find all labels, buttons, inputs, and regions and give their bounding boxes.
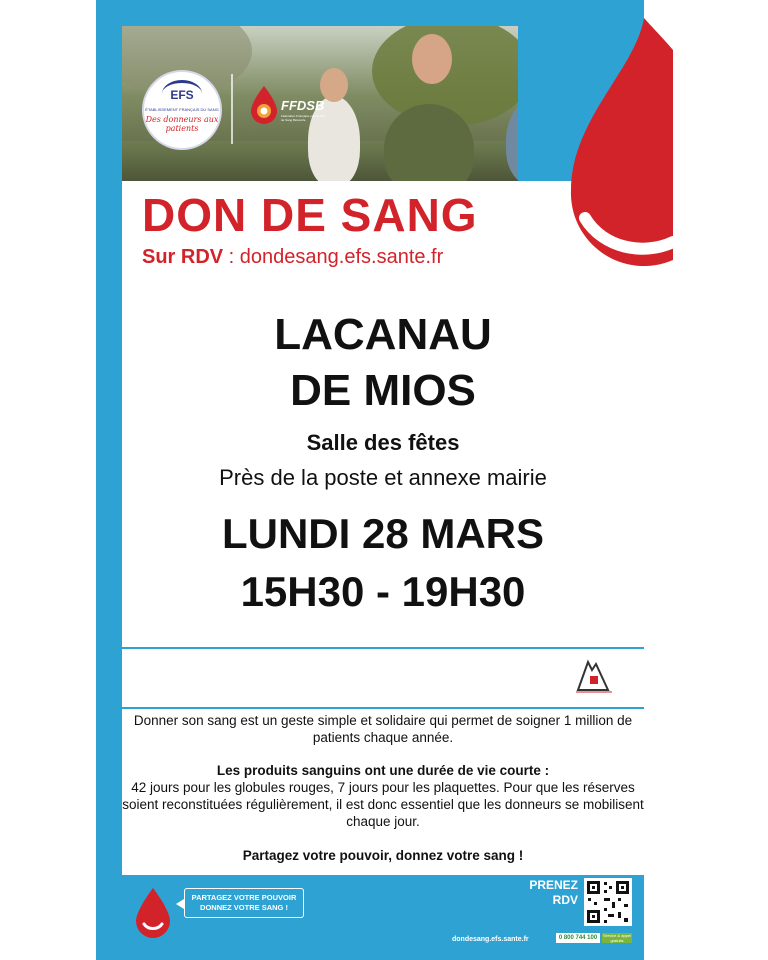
event-place-line1: LACANAU <box>274 310 492 359</box>
event-address: Près de la poste et annexe mairie <box>219 465 547 490</box>
prenez-line-1: PRENEZ <box>529 878 578 892</box>
event-venue: Salle des fêtes <box>306 430 460 455</box>
prenez-line-2: RDV <box>552 893 578 907</box>
efs-logo-subtitle: ÉTABLISSEMENT FRANÇAIS DU SANG <box>145 107 219 112</box>
event-place-line2: DE MIOS <box>290 366 476 415</box>
info-paragraph-2 <box>122 762 644 830</box>
logo-divider <box>231 74 233 144</box>
bubble-line-2: DONNEZ VOTRE SANG ! <box>200 903 288 912</box>
speech-bubble <box>184 888 304 918</box>
speech-bubble-tail <box>176 899 184 909</box>
info-slogan: Partagez votre pouvoir, donnez votre sang ! <box>242 848 524 863</box>
footer-drop-icon <box>134 888 172 938</box>
partner-association-logo <box>574 656 614 696</box>
event-date: LUNDI 28 MARS <box>221 510 545 557</box>
info-paragraph-1: Donner son sang est un geste simple et solidaire qui permet de soigner 1 million de patients chaque année. <box>133 713 633 745</box>
efs-logo-mark: EFS <box>162 80 202 107</box>
footer-url[interactable]: dondesang.efs.sante.fr <box>452 936 529 943</box>
ffdsb-logo <box>247 84 327 134</box>
info-paragraph-2-body: 42 jours pour les globules rouges, 7 jours pour les plaquettes. Pour que les réserves soient reconstituées régulièrement, il est donc essentiel que les donneurs se mobilisent chaque jour. <box>122 780 644 829</box>
bubble-line-1: PARTAGEZ VOTRE POUVOIR <box>191 893 297 902</box>
blood-drop-icon <box>555 10 673 280</box>
ffdsb-name: FFDSB <box>281 98 325 113</box>
efs-tagline: Des donneurs aux patients <box>145 115 219 133</box>
qr-code-icon[interactable] <box>584 878 632 926</box>
photo-head-center <box>412 34 452 84</box>
partner-panel <box>122 649 644 707</box>
event-hours: 15H30 - 19H30 <box>240 568 526 615</box>
efs-logo <box>142 70 222 150</box>
phone-tag: Service & appel gratuits <box>602 933 631 943</box>
rdv-url[interactable]: : dondesang.efs.sante.fr <box>223 246 444 268</box>
ffdsb-subtitle: Fédération Française pour le Don de Sang Bénévole <box>281 114 326 122</box>
info-paragraph-2-heading: Les produits sanguins ont une durée de vie courte : <box>216 763 550 778</box>
page-title: DON DE SANG <box>142 189 478 241</box>
phone-number: 0 800 744 100 <box>556 933 600 943</box>
prenez-rdv-label <box>516 878 578 908</box>
rdv-label: Sur RDV <box>142 246 224 268</box>
rdv-line <box>142 244 443 270</box>
ffdsb-drop-icon <box>249 86 279 124</box>
